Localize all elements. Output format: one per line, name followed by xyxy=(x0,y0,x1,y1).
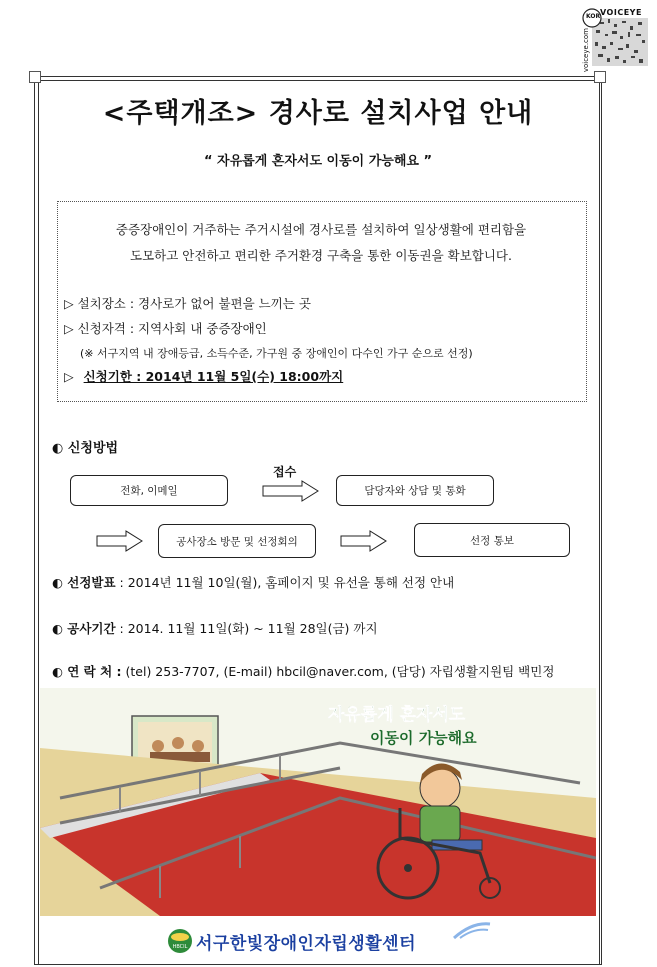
org-logo-text: HBCIL xyxy=(172,944,188,950)
deadline-marker: ▷ xyxy=(64,369,74,384)
flow-arrow xyxy=(262,480,320,502)
bullet-note: (※ 서구지역 내 장애등급, 소득수준, 가구원 중 장애인이 다수인 가구 순으로 선정) xyxy=(80,347,473,360)
kor-badge: KOR xyxy=(586,13,601,20)
speech-line-1: 자유롭게 혼자서도 xyxy=(328,705,466,725)
announcement-text: : 2014년 11월 10일(월), 홈페이지 및 유선을 통해 선정 안내 xyxy=(115,575,455,590)
announcement-row xyxy=(52,573,454,591)
contact-row xyxy=(52,662,554,680)
flow-accept-label: 접수 xyxy=(273,465,297,479)
frame-corner xyxy=(594,71,606,83)
frame-corner xyxy=(29,71,41,83)
page-title: <주택개조> 경사로 설치사업 안내 xyxy=(102,98,534,129)
deadline-text: 신청기한 : 2014년 11월 5일(수) 18:00까지 xyxy=(83,369,344,384)
org-logo-icon xyxy=(166,928,194,954)
period-text: : 2014. 11월 11일(화) ~ 11월 28일(금) 까지 xyxy=(115,621,378,636)
announcement-label: ◐ 선정발표 xyxy=(52,575,116,590)
contact-label: ◐ 연 락 처 : xyxy=(52,664,122,679)
bullet-location: ▷ 설치장소 : 경사로가 없어 불편을 느끼는 곳 xyxy=(64,296,311,311)
bullet-deadline xyxy=(64,367,343,385)
page-subtitle: “ 자유롭게 혼자서도 이동이 가능해요 ” xyxy=(203,154,433,169)
swoosh-icon xyxy=(452,920,492,940)
intro-text xyxy=(57,217,585,269)
flow-step-contact: 전화, 이메일 xyxy=(70,475,228,506)
method-heading: ◐ 신청방법 xyxy=(52,441,119,456)
intro-line: 도모하고 안전하고 편리한 주거환경 구축을 통한 이동권을 확보합니다. xyxy=(130,248,512,263)
period-row xyxy=(52,619,378,637)
flow-arrow xyxy=(340,530,388,552)
period-label: ◐ 공사기간 xyxy=(52,621,116,636)
flow-step-consult: 담당자와 상담 및 통화 xyxy=(336,475,494,506)
voiceye-url: voiceye.com xyxy=(582,28,590,73)
org-name: 서구한빛장애인자립생활센터 xyxy=(196,934,416,954)
speech-line-2: 이동이 가능해요 xyxy=(370,729,477,747)
flow-step-notify: 선정 통보 xyxy=(414,523,570,557)
contact-text: (tel) 253-7707, (E-mail) hbcil@naver.com, (담당) 자립생활지원팀 백민정 xyxy=(121,664,555,679)
voiceye-label: VOICEYE xyxy=(600,8,642,17)
wheelchair-ramp-illustration xyxy=(40,688,596,916)
bullet-qualification: ▷ 신청자격 : 지역사회 내 중증장애인 xyxy=(64,321,267,336)
flow-step-visit: 공사장소 방문 및 선정회의 xyxy=(158,524,316,558)
intro-line: 중증장애인이 거주하는 주거시설에 경사로를 설치하여 일상생활에 편리함을 xyxy=(115,222,527,237)
flow-arrow xyxy=(96,530,144,552)
